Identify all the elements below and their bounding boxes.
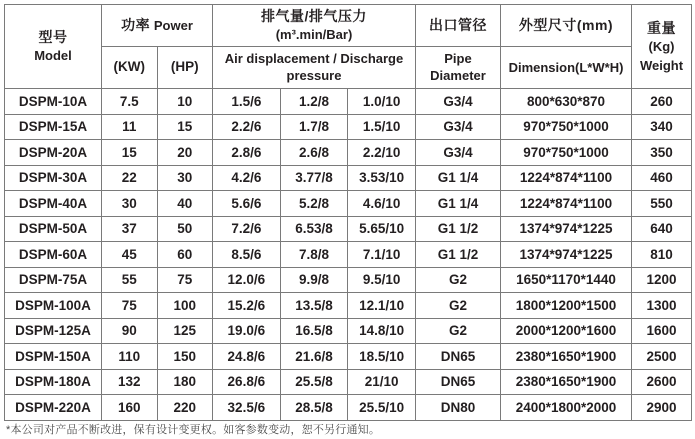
cell-hp: 100 [157, 293, 213, 319]
cell-hp: 180 [157, 369, 213, 395]
cell-kw: 75 [102, 293, 158, 319]
cell-pipe: DN65 [416, 369, 501, 395]
cell-air-10bar: 1.0/10 [348, 89, 416, 115]
cell-air-10bar: 1.5/10 [348, 114, 416, 140]
cell-pipe: DN80 [416, 395, 501, 421]
cell-air-10bar: 9.5/10 [348, 267, 416, 293]
cell-air-10bar: 4.6/10 [348, 191, 416, 217]
cell-weight: 1600 [632, 318, 692, 344]
footnote: *本公司对产品不断改进，保有设计变更权。如客参数变动，恕不另行通知。 [6, 424, 381, 436]
header-cell-weight [632, 5, 692, 89]
cell-model: DSPM-50A [5, 216, 102, 242]
header-power-en: Power [153, 17, 193, 33]
cell-weight: 810 [632, 242, 692, 268]
cell-weight: 1200 [632, 267, 692, 293]
cell-air-8bar: 1.2/8 [280, 89, 348, 115]
header-dimension-cn: 外型尺寸(mm) [518, 16, 614, 33]
cell-air-8bar: 28.5/8 [280, 395, 348, 421]
cell-air-6bar: 15.2/6 [213, 293, 281, 319]
cell-hp: 60 [157, 242, 213, 268]
cell-air-6bar: 5.6/6 [213, 191, 281, 217]
cell-kw: 30 [102, 191, 158, 217]
cell-model: DSPM-20A [5, 140, 102, 166]
cell-model: DSPM-150A [5, 344, 102, 370]
cell-model: DSPM-180A [5, 369, 102, 395]
header-cell-hp: (HP) [157, 47, 213, 89]
cell-air-8bar: 1.7/8 [280, 114, 348, 140]
cell-model: DSPM-220A [5, 395, 102, 421]
cell-air-10bar: 18.5/10 [348, 344, 416, 370]
header-cell-kw: (KW) [102, 47, 158, 89]
header-model-cn: 型号 [38, 29, 68, 45]
cell-air-6bar: 12.0/6 [213, 267, 281, 293]
cell-model: DSPM-125A [5, 318, 102, 344]
cell-dimension: 800*630*870 [501, 89, 632, 115]
cell-dimension: 2400*1800*2000 [501, 395, 632, 421]
cell-air-6bar: 2.8/6 [213, 140, 281, 166]
cell-kw: 160 [102, 395, 158, 421]
cell-dimension: 1650*1170*1440 [501, 267, 632, 293]
cell-pipe: G3/4 [416, 89, 501, 115]
cell-dimension: 2380*1650*1900 [501, 369, 632, 395]
cell-dimension: 1224*874*1100 [501, 165, 632, 191]
cell-weight: 340 [632, 114, 692, 140]
table-body [5, 89, 692, 421]
header-model-en: Model [34, 48, 72, 64]
cell-model: DSPM-30A [5, 165, 102, 191]
header-cell-dimension [501, 5, 632, 47]
header-cell-dimension-en: Dimension(L*W*H) [501, 47, 632, 89]
header-power-cn: 功率 [121, 16, 151, 33]
cell-air-10bar: 5.65/10 [348, 216, 416, 242]
cell-hp: 50 [157, 216, 213, 242]
cell-air-6bar: 1.5/6 [213, 89, 281, 115]
cell-weight: 550 [632, 191, 692, 217]
header-weight-cn: 重量 [647, 19, 676, 36]
cell-air-8bar: 2.6/8 [280, 140, 348, 166]
cell-hp: 20 [157, 140, 213, 166]
header-cell-pipe [416, 5, 501, 47]
cell-hp: 75 [157, 267, 213, 293]
cell-air-6bar: 7.2/6 [213, 216, 281, 242]
table-row [5, 395, 692, 421]
cell-model: DSPM-15A [5, 114, 102, 140]
cell-pipe: G1 1/2 [416, 242, 501, 268]
cell-air-6bar: 32.5/6 [213, 395, 281, 421]
cell-air-6bar: 2.2/6 [213, 114, 281, 140]
cell-weight: 260 [632, 89, 692, 115]
cell-weight: 2900 [632, 395, 692, 421]
header-air-unit: (m³.min/Bar) [275, 27, 353, 43]
cell-kw: 22 [102, 165, 158, 191]
table-row [5, 140, 692, 166]
cell-pipe: G1 1/4 [416, 165, 501, 191]
cell-air-10bar: 2.2/10 [348, 140, 416, 166]
cell-pipe: G2 [416, 293, 501, 319]
cell-air-6bar: 4.2/6 [213, 165, 281, 191]
cell-kw: 90 [102, 318, 158, 344]
header-air-cn: 排气量/排气压力 [261, 8, 367, 24]
specification-table [4, 4, 692, 421]
cell-air-6bar: 26.8/6 [213, 369, 281, 395]
cell-air-8bar: 25.5/8 [280, 369, 348, 395]
cell-weight: 2500 [632, 344, 692, 370]
cell-model: DSPM-75A [5, 267, 102, 293]
cell-air-8bar: 7.8/8 [280, 242, 348, 268]
cell-kw: 110 [102, 344, 158, 370]
cell-air-8bar: 6.53/8 [280, 216, 348, 242]
cell-air-10bar: 14.8/10 [348, 318, 416, 344]
header-row-secondary [5, 47, 692, 89]
cell-model: DSPM-40A [5, 191, 102, 217]
cell-air-8bar: 9.9/8 [280, 267, 348, 293]
cell-air-6bar: 8.5/6 [213, 242, 281, 268]
cell-weight: 460 [632, 165, 692, 191]
cell-air-8bar: 21.6/8 [280, 344, 348, 370]
cell-air-10bar: 21/10 [348, 369, 416, 395]
cell-dimension: 1224*874*1100 [501, 191, 632, 217]
cell-pipe: G2 [416, 267, 501, 293]
cell-air-8bar: 16.5/8 [280, 318, 348, 344]
cell-dimension: 1374*974*1225 [501, 242, 632, 268]
cell-pipe: G2 [416, 318, 501, 344]
cell-air-10bar: 3.53/10 [348, 165, 416, 191]
header-cell-air-sub: Air displacement / Discharge pressure [213, 47, 416, 89]
cell-kw: 11 [102, 114, 158, 140]
header-weight-en: (Kg) Weight [639, 38, 684, 73]
cell-weight: 350 [632, 140, 692, 166]
cell-hp: 125 [157, 318, 213, 344]
cell-model: DSPM-10A [5, 89, 102, 115]
cell-kw: 37 [102, 216, 158, 242]
cell-air-10bar: 25.5/10 [348, 395, 416, 421]
cell-pipe: G3/4 [416, 114, 501, 140]
cell-dimension: 970*750*1000 [501, 140, 632, 166]
table-row [5, 191, 692, 217]
header-pipe-cn: 出口管径 [429, 16, 487, 33]
cell-dimension: 2380*1650*1900 [501, 344, 632, 370]
cell-hp: 30 [157, 165, 213, 191]
cell-kw: 55 [102, 267, 158, 293]
cell-weight: 640 [632, 216, 692, 242]
cell-dimension: 1374*974*1225 [501, 216, 632, 242]
table-row [5, 344, 692, 370]
cell-air-6bar: 24.8/6 [213, 344, 281, 370]
cell-model: DSPM-100A [5, 293, 102, 319]
cell-dimension: 970*750*1000 [501, 114, 632, 140]
cell-dimension: 2000*1200*1600 [501, 318, 632, 344]
cell-air-6bar: 19.0/6 [213, 318, 281, 344]
cell-air-10bar: 12.1/10 [348, 293, 416, 319]
cell-hp: 10 [157, 89, 213, 115]
table-header [5, 5, 692, 89]
cell-pipe: DN65 [416, 344, 501, 370]
cell-pipe: G3/4 [416, 140, 501, 166]
header-row-primary [5, 5, 692, 47]
table-row [5, 369, 692, 395]
table-row [5, 216, 692, 242]
cell-air-10bar: 7.1/10 [348, 242, 416, 268]
table-row [5, 267, 692, 293]
header-cell-model [5, 5, 102, 89]
cell-air-8bar: 5.2/8 [280, 191, 348, 217]
header-cell-pipe-en: Pipe Diameter [416, 47, 501, 89]
cell-hp: 15 [157, 114, 213, 140]
table-row [5, 242, 692, 268]
table-row [5, 89, 692, 115]
table-row [5, 165, 692, 191]
cell-hp: 150 [157, 344, 213, 370]
table-row [5, 318, 692, 344]
cell-air-8bar: 3.77/8 [280, 165, 348, 191]
table-row [5, 114, 692, 140]
cell-kw: 45 [102, 242, 158, 268]
cell-dimension: 1800*1200*1500 [501, 293, 632, 319]
cell-weight: 1300 [632, 293, 692, 319]
cell-air-8bar: 13.5/8 [280, 293, 348, 319]
cell-hp: 220 [157, 395, 213, 421]
header-cell-air [213, 5, 416, 47]
cell-model: DSPM-60A [5, 242, 102, 268]
header-cell-power [102, 5, 213, 47]
cell-hp: 40 [157, 191, 213, 217]
cell-pipe: G1 1/2 [416, 216, 501, 242]
cell-kw: 15 [102, 140, 158, 166]
cell-pipe: G1 1/4 [416, 191, 501, 217]
table-row [5, 293, 692, 319]
cell-kw: 7.5 [102, 89, 158, 115]
cell-weight: 2600 [632, 369, 692, 395]
cell-kw: 132 [102, 369, 158, 395]
